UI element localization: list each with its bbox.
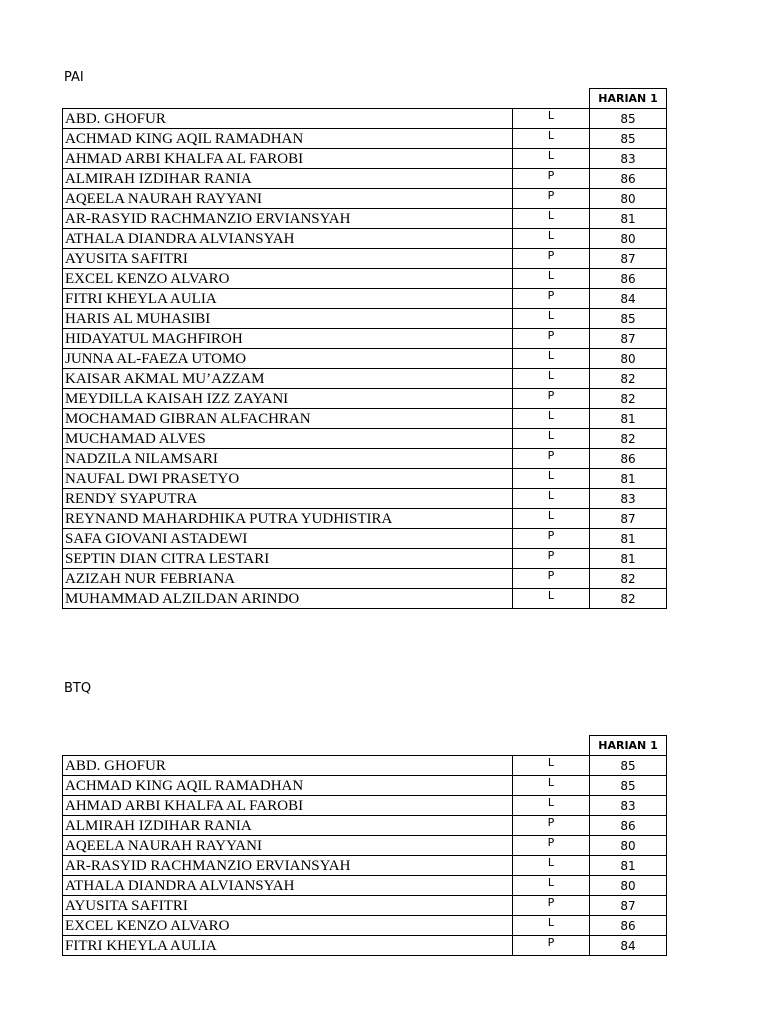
score-cell: 81: [590, 856, 667, 876]
student-name-cell: ACHMAD KING AQIL RAMADHAN: [63, 776, 513, 796]
gender-cell: L: [513, 776, 590, 796]
score-cell: 80: [590, 349, 667, 369]
gender-cell: L: [513, 489, 590, 509]
score-cell: 86: [590, 916, 667, 936]
student-name-cell: MOCHAMAD GIBRAN ALFACHRAN: [63, 409, 513, 429]
student-name-cell: EXCEL KENZO ALVARO: [63, 269, 513, 289]
table-row: [63, 756, 667, 776]
score-cell: 85: [590, 309, 667, 329]
student-name-cell: AQEELA NAURAH RAYYANI: [63, 836, 513, 856]
student-name-cell: MUCHAMAD ALVES: [63, 429, 513, 449]
score-cell: 81: [590, 549, 667, 569]
gender-cell: P: [513, 936, 590, 956]
score-cell: 82: [590, 589, 667, 609]
gender-cell: L: [513, 149, 590, 169]
table-row: [63, 209, 667, 229]
gender-cell: P: [513, 816, 590, 836]
column-header-harian-1: HARIAN 1: [590, 89, 667, 109]
table-row: [63, 489, 667, 509]
table-row: [63, 549, 667, 569]
table-row: [63, 569, 667, 589]
score-cell: 80: [590, 876, 667, 896]
student-name-cell: KAISAR AKMAL MU’AZZAM: [63, 369, 513, 389]
score-cell: 87: [590, 896, 667, 916]
score-cell: 83: [590, 796, 667, 816]
table-row: [63, 409, 667, 429]
gender-cell: L: [513, 469, 590, 489]
score-cell: 81: [590, 209, 667, 229]
gender-cell: L: [513, 856, 590, 876]
gender-cell: P: [513, 569, 590, 589]
gender-cell: L: [513, 429, 590, 449]
grades-table-pai: [62, 88, 667, 609]
table-row: [63, 469, 667, 489]
table-row: [63, 249, 667, 269]
student-name-cell: AHMAD ARBI KHALFA AL FAROBI: [63, 149, 513, 169]
score-cell: 86: [590, 169, 667, 189]
table-row: [63, 816, 667, 836]
gender-cell: L: [513, 876, 590, 896]
score-cell: 80: [590, 836, 667, 856]
gender-cell: P: [513, 529, 590, 549]
gender-cell: L: [513, 756, 590, 776]
score-cell: 82: [590, 389, 667, 409]
table-row: [63, 429, 667, 449]
gender-cell: P: [513, 389, 590, 409]
gender-cell: L: [513, 269, 590, 289]
student-name-cell: AR-RASYID RACHMANZIO ERVIANSYAH: [63, 856, 513, 876]
score-cell: 85: [590, 756, 667, 776]
score-cell: 87: [590, 329, 667, 349]
score-cell: 82: [590, 569, 667, 589]
student-name-cell: FITRI KHEYLA AULIA: [63, 289, 513, 309]
table-row: [63, 269, 667, 289]
table-row: [63, 529, 667, 549]
student-name-cell: SEPTIN DIAN CITRA LESTARI: [63, 549, 513, 569]
student-name-cell: AHMAD ARBI KHALFA AL FAROBI: [63, 796, 513, 816]
score-cell: 80: [590, 189, 667, 209]
gender-cell: P: [513, 329, 590, 349]
gender-cell: L: [513, 229, 590, 249]
gender-cell: P: [513, 249, 590, 269]
student-name-cell: ABD. GHOFUR: [63, 109, 513, 129]
gender-cell: L: [513, 369, 590, 389]
gender-cell: L: [513, 509, 590, 529]
score-cell: 81: [590, 469, 667, 489]
score-cell: 83: [590, 149, 667, 169]
student-name-cell: SAFA GIOVANI ASTADEWI: [63, 529, 513, 549]
student-name-cell: AYUSITA SAFITRI: [63, 896, 513, 916]
gender-cell: L: [513, 109, 590, 129]
student-name-cell: MUHAMMAD ALZILDAN ARINDO: [63, 589, 513, 609]
score-cell: 86: [590, 816, 667, 836]
student-name-cell: MEYDILLA KAISAH IZZ ZAYANI: [63, 389, 513, 409]
table-row: [63, 896, 667, 916]
gender-cell: P: [513, 289, 590, 309]
table-row: [63, 169, 667, 189]
grades-table-btq: [62, 735, 667, 956]
student-name-cell: ALMIRAH IZDIHAR RANIA: [63, 816, 513, 836]
section-title-pai: PAI: [64, 70, 84, 85]
student-name-cell: NADZILA NILAMSARI: [63, 449, 513, 469]
student-name-cell: AR-RASYID RACHMANZIO ERVIANSYAH: [63, 209, 513, 229]
student-name-cell: REYNAND MAHARDHIKA PUTRA YUDHISTIRA: [63, 509, 513, 529]
student-name-cell: HARIS AL MUHASIBI: [63, 309, 513, 329]
table-row: [63, 589, 667, 609]
table-row: [63, 776, 667, 796]
table-row: [63, 129, 667, 149]
student-name-cell: ATHALA DIANDRA ALVIANSYAH: [63, 229, 513, 249]
score-cell: 86: [590, 269, 667, 289]
score-cell: 85: [590, 129, 667, 149]
student-name-cell: ATHALA DIANDRA ALVIANSYAH: [63, 876, 513, 896]
table-row: [63, 509, 667, 529]
table-row: [63, 876, 667, 896]
gender-cell: P: [513, 896, 590, 916]
score-cell: 82: [590, 429, 667, 449]
gender-cell: P: [513, 549, 590, 569]
student-name-cell: EXCEL KENZO ALVARO: [63, 916, 513, 936]
table-row: [63, 229, 667, 249]
gender-cell: L: [513, 589, 590, 609]
score-cell: 80: [590, 229, 667, 249]
score-cell: 84: [590, 936, 667, 956]
gender-cell: P: [513, 189, 590, 209]
student-name-cell: FITRI KHEYLA AULIA: [63, 936, 513, 956]
section-title-btq: BTQ: [64, 681, 92, 696]
score-cell: 86: [590, 449, 667, 469]
student-name-cell: ACHMAD KING AQIL RAMADHAN: [63, 129, 513, 149]
gender-cell: L: [513, 409, 590, 429]
table-row: [63, 449, 667, 469]
table-row: [63, 936, 667, 956]
table-row: [63, 309, 667, 329]
student-name-cell: JUNNA AL-FAEZA UTOMO: [63, 349, 513, 369]
table-row: [63, 349, 667, 369]
table-row: [63, 856, 667, 876]
table-row: [63, 796, 667, 816]
student-name-cell: AYUSITA SAFITRI: [63, 249, 513, 269]
student-name-cell: AQEELA NAURAH RAYYANI: [63, 189, 513, 209]
student-name-cell: HIDAYATUL MAGHFIROH: [63, 329, 513, 349]
gender-cell: L: [513, 129, 590, 149]
score-cell: 81: [590, 409, 667, 429]
table-row: [63, 289, 667, 309]
table-header-row: [63, 736, 667, 756]
student-name-cell: AZIZAH NUR FEBRIANA: [63, 569, 513, 589]
score-cell: 81: [590, 529, 667, 549]
table-row: [63, 149, 667, 169]
table-row: [63, 109, 667, 129]
score-cell: 87: [590, 509, 667, 529]
table-row: [63, 916, 667, 936]
score-cell: 87: [590, 249, 667, 269]
score-cell: 85: [590, 109, 667, 129]
student-name-cell: RENDY SYAPUTRA: [63, 489, 513, 509]
gender-cell: L: [513, 349, 590, 369]
gender-cell: P: [513, 449, 590, 469]
gender-cell: P: [513, 169, 590, 189]
table-row: [63, 836, 667, 856]
score-cell: 85: [590, 776, 667, 796]
student-name-cell: NAUFAL DWI PRASETYO: [63, 469, 513, 489]
score-cell: 83: [590, 489, 667, 509]
gender-cell: L: [513, 796, 590, 816]
table-row: [63, 189, 667, 209]
student-name-cell: ABD. GHOFUR: [63, 756, 513, 776]
table-header-row: [63, 89, 667, 109]
gender-cell: L: [513, 209, 590, 229]
table-row: [63, 329, 667, 349]
column-header-harian-1: HARIAN 1: [590, 736, 667, 756]
score-cell: 84: [590, 289, 667, 309]
score-cell: 82: [590, 369, 667, 389]
table-row: [63, 369, 667, 389]
gender-cell: L: [513, 309, 590, 329]
student-name-cell: ALMIRAH IZDIHAR RANIA: [63, 169, 513, 189]
table-row: [63, 389, 667, 409]
gender-cell: L: [513, 916, 590, 936]
gender-cell: P: [513, 836, 590, 856]
